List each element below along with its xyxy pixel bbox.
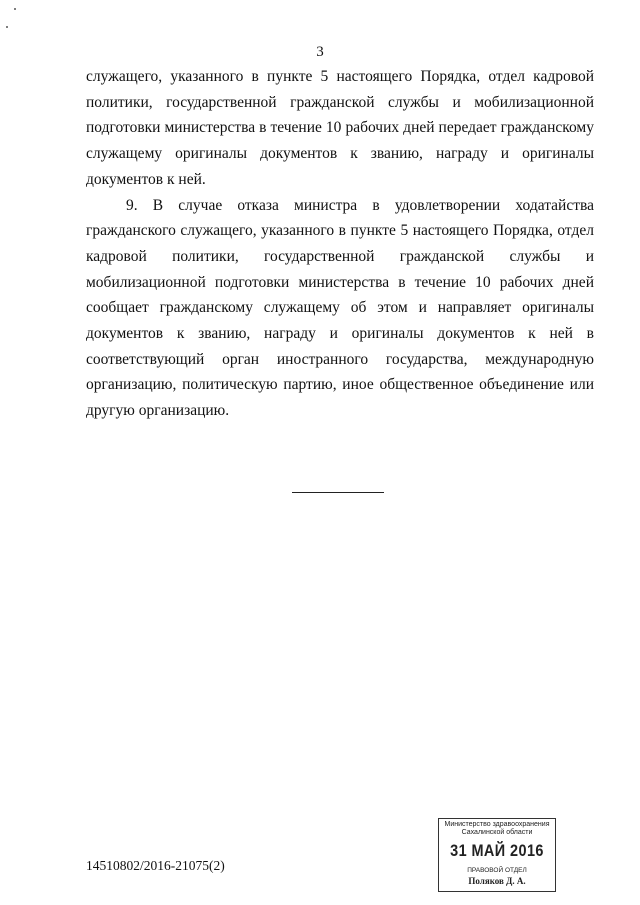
stamp-name: Поляков Д. А. — [468, 876, 526, 886]
page-number: 3 — [316, 44, 324, 60]
stamp-region: Сахалинской области — [461, 829, 533, 836]
end-separator-line — [292, 492, 384, 493]
registration-stamp — [438, 818, 556, 892]
paragraph-continuation: служащего, указанного в пункте 5 настоящего Порядка, отдел кадровой политики, государственной гражданской службы и мобилизационной подготовки министерства в течение 10 рабочих дней передает гражданскому служащему оригиналы документов к званию, награду и оригиналы документов к ней. — [86, 68, 594, 188]
scan-speck — [6, 26, 8, 28]
stamp-department: ПРАВОВОЙ ОТДЕЛ — [467, 867, 527, 874]
document-body — [86, 64, 594, 424]
document-number: 14510802/2016-21075(2) — [86, 858, 225, 873]
scan-speck — [14, 8, 16, 10]
stamp-organization: Министерство здравоохранения — [444, 821, 550, 828]
stamp-date: 31 МАЙ 2016 — [450, 841, 544, 860]
paragraph-item-9: 9. В случае отказа министра в удовлетворении ходатайства гражданского служащего, указанного в пункте 5 настоящего Порядка, отдел кадровой политики, государственной гражданской службы и мобилизационной подготовки министерства в течение 10 рабочих дней сообщает гражданскому служащему об этом и направляет оригиналы документов к званию, награду и оригиналы документов к ней в соответствующий орган иностранного государства, международную организацию, политическую партию, иное общественное объединение или другую организацию. — [86, 196, 594, 420]
